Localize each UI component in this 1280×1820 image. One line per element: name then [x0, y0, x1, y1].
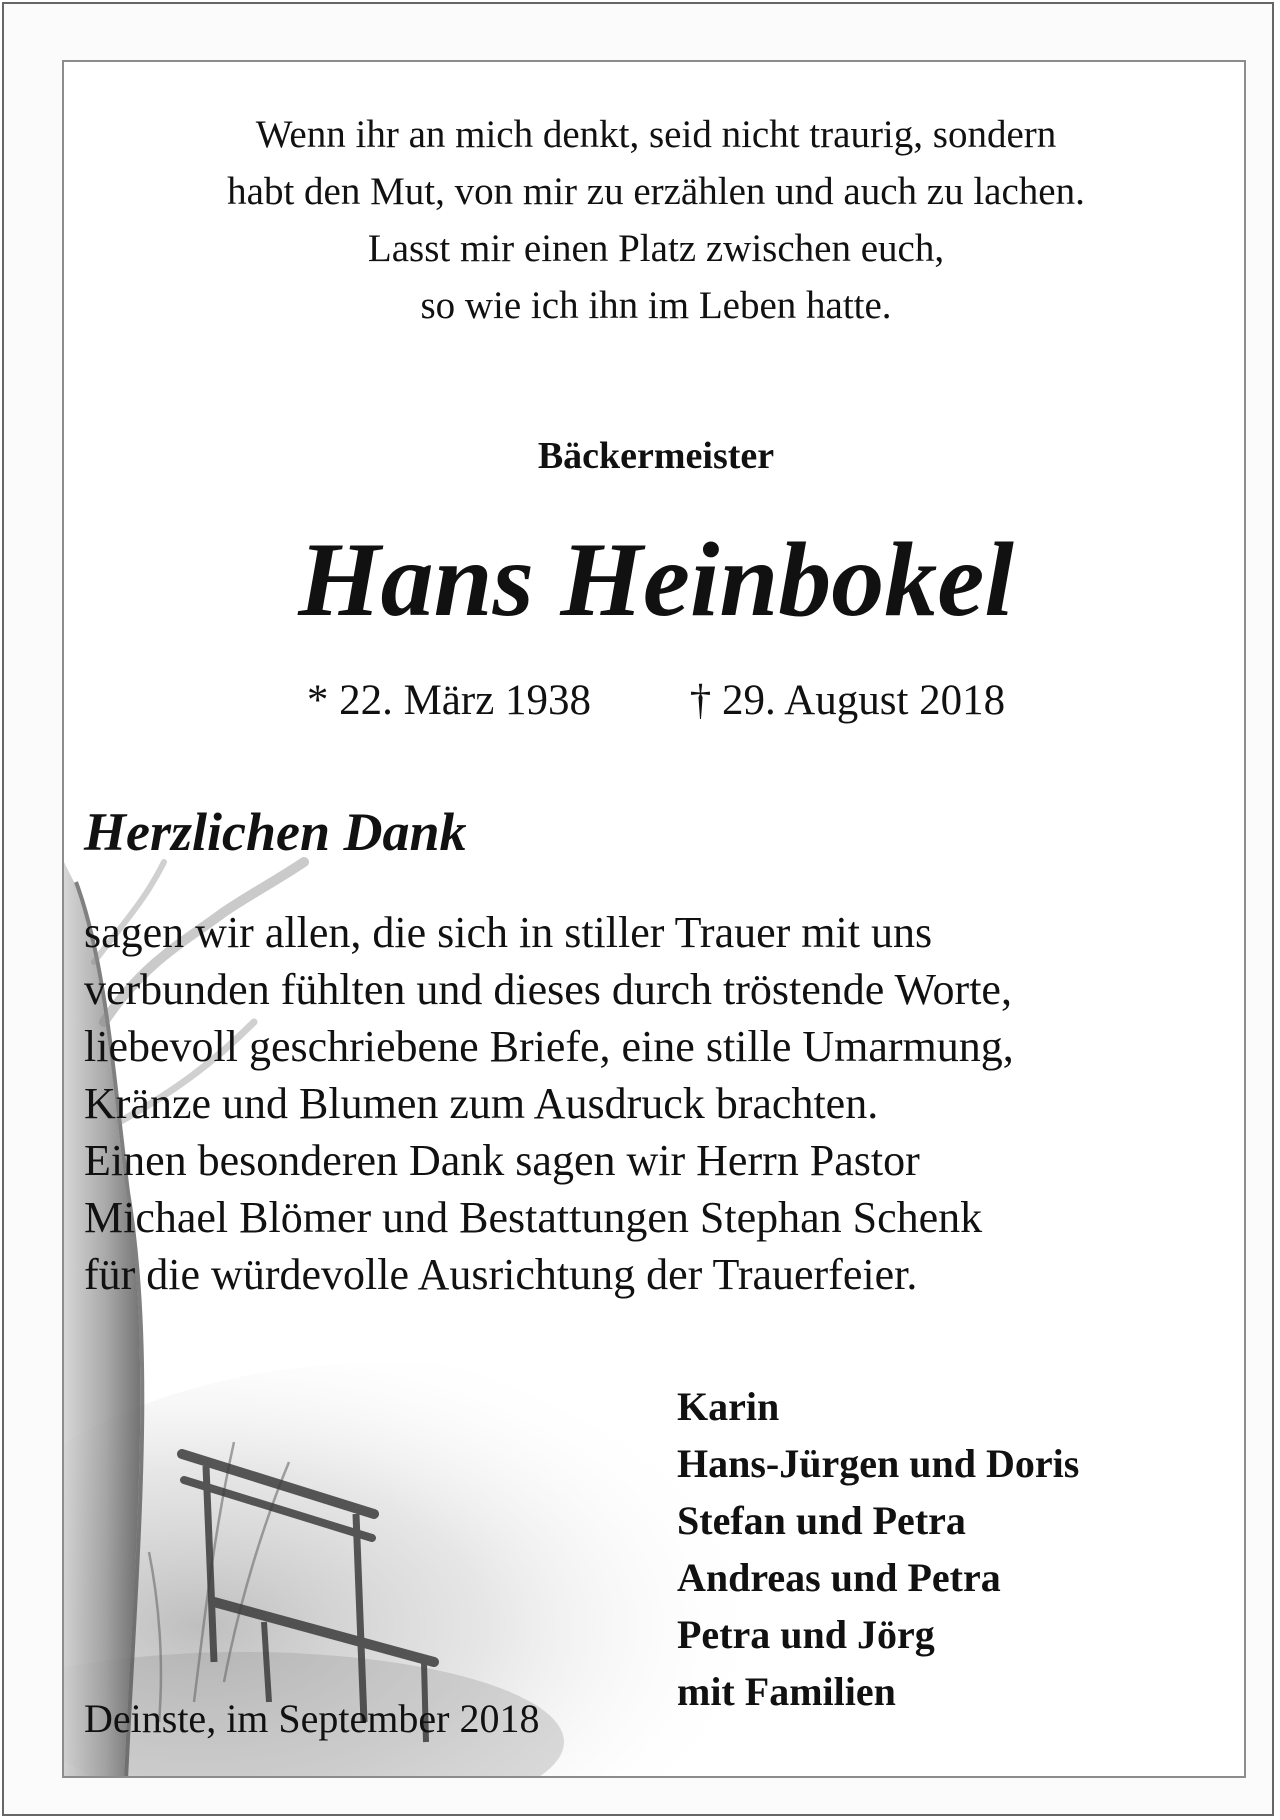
signature-line: Karin — [677, 1384, 780, 1429]
thanks-line: Michael Blömer und Bestattungen Stephan Schenk — [84, 1193, 983, 1242]
notice-border — [62, 60, 1246, 1778]
poem-line: so wie ich ihn im Leben hatte. — [420, 284, 892, 327]
life-dates — [64, 674, 1246, 728]
poem-line: habt den Mut, von mir zu erzählen und auch zu lachen. — [227, 170, 1085, 213]
family-signatures — [677, 1378, 1079, 1720]
signature-line: mit Familien — [677, 1669, 896, 1714]
death-date: † 29. August 2018 — [689, 677, 1006, 724]
thanks-heading: Herzlichen Dank — [84, 802, 467, 862]
signature-line: Stefan und Petra — [677, 1498, 966, 1543]
place-and-date: Deinste, im September 2018 — [84, 1696, 540, 1741]
thanks-line: Kränze und Blumen zum Ausdruck brachten. — [84, 1079, 879, 1128]
outer-frame — [2, 2, 1274, 1816]
signature-line: Petra und Jörg — [677, 1612, 935, 1657]
thanks-line: liebevoll geschriebene Briefe, eine stille Umarmung, — [84, 1022, 1014, 1071]
poem-line: Wenn ihr an mich denkt, seid nicht traurig, sondern — [255, 113, 1057, 156]
occupation-title: Bäckermeister — [537, 435, 775, 477]
memorial-poem — [64, 106, 1246, 334]
thanks-line: sagen wir allen, die sich in stiller Trauer mit uns — [84, 908, 933, 957]
notice-content — [64, 62, 1246, 1778]
thanks-text — [84, 904, 1234, 1303]
signature-line: Andreas und Petra — [677, 1555, 1001, 1600]
signature-line: Hans-Jürgen und Doris — [677, 1441, 1080, 1486]
thanks-line: für die würdevolle Ausrichtung der Trauerfeier. — [84, 1250, 918, 1299]
deceased-name: Hans Heinbokel — [298, 521, 1014, 638]
birth-date: * 22. März 1938 — [306, 677, 592, 724]
poem-line: Lasst mir einen Platz zwischen euch, — [367, 227, 945, 270]
thanks-line: Einen besonderen Dank sagen wir Herrn Pastor — [84, 1136, 920, 1185]
thanks-line: verbunden fühlten und dieses durch tröstende Worte, — [84, 965, 1012, 1014]
